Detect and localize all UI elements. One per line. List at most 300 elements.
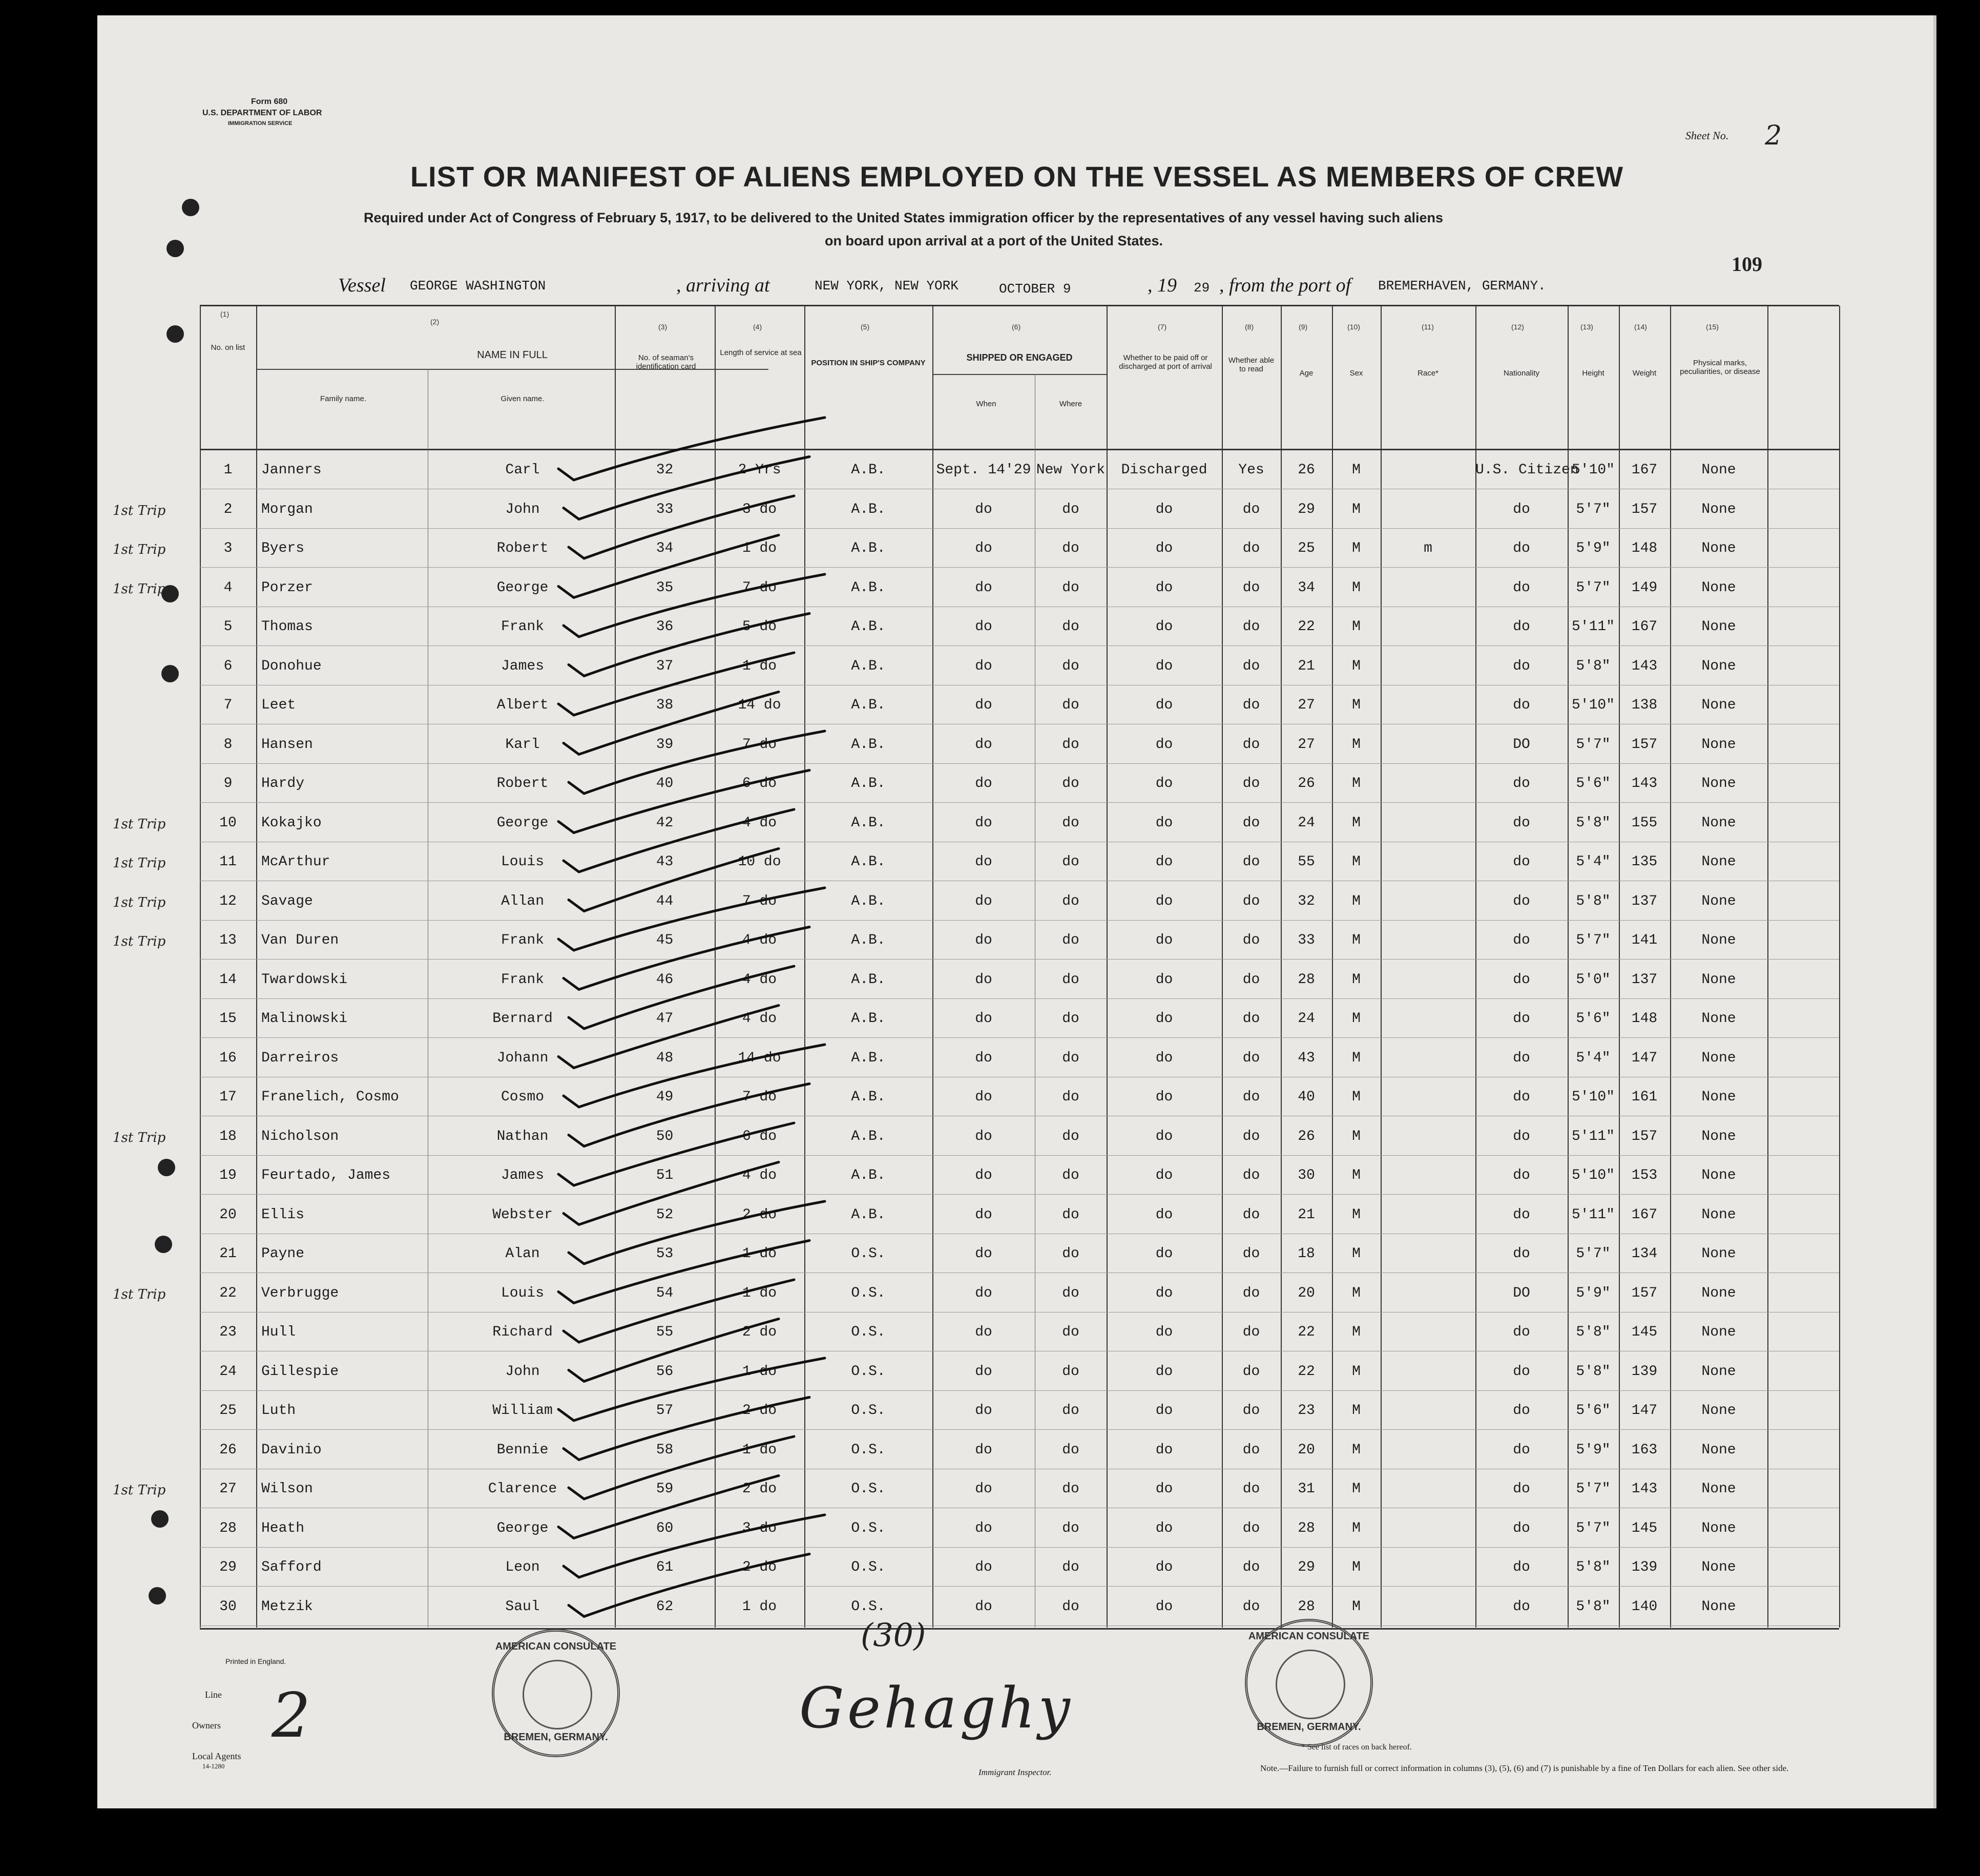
header-name: NAME IN FULL: [477, 349, 548, 361]
shipped-when: do: [975, 579, 992, 596]
physical-marks: None: [1701, 1011, 1736, 1027]
check-mark: [569, 1201, 825, 1264]
height: 5'8": [1576, 1559, 1611, 1575]
id-card-number: 60: [656, 1520, 674, 1536]
given-name: Louis: [501, 854, 544, 870]
shipped-where: do: [1062, 1089, 1079, 1105]
check-mark: [564, 1280, 794, 1342]
age: 26: [1298, 1128, 1315, 1144]
page-title: LIST OR MANIFEST OF ALIENS EMPLOYED ON THE VESSEL AS MEMBERS OF CREW: [410, 160, 1624, 193]
family-name: Morgan: [261, 501, 313, 517]
weight: 145: [1631, 1520, 1658, 1536]
list-number: 17: [219, 1089, 237, 1105]
race-footnote: * See list of races on back hereof.: [1301, 1743, 1412, 1752]
length-of-service: 2 do: [742, 1206, 777, 1223]
col-number: (2): [430, 318, 440, 326]
position: A.B.: [851, 815, 886, 831]
height: 5'8": [1576, 1324, 1611, 1340]
check-mark: [564, 1398, 809, 1460]
id-card-number: 48: [656, 1050, 674, 1066]
paid-off: do: [1155, 1442, 1173, 1458]
weight: 135: [1631, 854, 1658, 870]
height: 5'8": [1576, 1363, 1611, 1380]
check-mark: [569, 614, 809, 676]
family-name: Gillespie: [261, 1363, 339, 1380]
length-of-service: 2 Yrs: [738, 462, 781, 478]
height: 5'6": [1576, 1011, 1611, 1027]
able-to-read: do: [1242, 1168, 1260, 1183]
shipped-when: do: [975, 1206, 992, 1223]
given-name: Johann: [496, 1050, 549, 1066]
check-mark: [564, 1045, 825, 1107]
nationality: do: [1513, 776, 1530, 791]
position: A.B.: [851, 697, 886, 713]
position: A.B.: [851, 1168, 886, 1183]
given-name: George: [496, 579, 549, 596]
shipped-when: do: [975, 854, 992, 870]
id-card-number: 33: [656, 501, 674, 517]
physical-marks: None: [1701, 1598, 1736, 1615]
nationality: do: [1513, 540, 1530, 556]
weight: 147: [1631, 1050, 1658, 1066]
form-number: Form 680: [251, 97, 288, 106]
sex: M: [1352, 619, 1361, 635]
height: 5'9": [1576, 1285, 1611, 1301]
shipped-when: do: [975, 501, 992, 517]
shipped-where: do: [1062, 893, 1079, 909]
height: 5'9": [1576, 1442, 1611, 1458]
check-mark: [569, 1319, 779, 1382]
list-number: 10: [219, 815, 237, 831]
paid-off: Discharged: [1121, 462, 1207, 478]
family-name: Janners: [261, 462, 322, 478]
given-name: Frank: [501, 971, 544, 988]
family-name: Leet: [261, 697, 296, 713]
col-number: (1): [220, 310, 230, 318]
trip-note: 1st Trip: [113, 934, 166, 949]
sex: M: [1352, 854, 1361, 870]
height: 5'7": [1576, 501, 1611, 517]
weight: 145: [1631, 1324, 1658, 1340]
check-mark: [569, 1436, 794, 1499]
header-when: When: [976, 400, 996, 408]
id-card-number: 61: [656, 1559, 674, 1575]
list-number: 11: [219, 854, 237, 870]
physical-marks: None: [1701, 1206, 1736, 1223]
eagle-seal-icon: [523, 1660, 592, 1729]
check-mark: [564, 1162, 779, 1225]
sex: M: [1352, 971, 1361, 988]
id-card-number: 62: [656, 1598, 674, 1615]
trip-note: 1st Trip: [113, 856, 166, 871]
shipped-when: do: [975, 619, 992, 635]
age: 21: [1298, 1206, 1315, 1223]
length-of-service: 7 do: [742, 1089, 777, 1105]
shipped-when: do: [975, 1403, 992, 1419]
family-name: Malinowski: [261, 1011, 348, 1027]
header-height: Height: [1582, 369, 1604, 378]
family-name: Hull: [261, 1324, 296, 1340]
check-mark: [564, 1515, 825, 1577]
shipped-where: do: [1062, 1520, 1079, 1536]
physical-marks: None: [1701, 658, 1736, 674]
given-name: Frank: [501, 619, 544, 635]
physical-marks: None: [1701, 1442, 1736, 1458]
given-name: Karl: [505, 736, 540, 753]
id-card-number: 44: [656, 893, 674, 909]
id-card-number: 43: [656, 854, 674, 870]
col-number: (5): [861, 323, 870, 331]
weight: 141: [1631, 932, 1658, 948]
height: 5'10": [1571, 462, 1615, 478]
family-name: Feurtado, James: [261, 1168, 391, 1183]
shipped-when: do: [975, 815, 992, 831]
physical-marks: None: [1701, 815, 1736, 831]
length-of-service: 14 do: [738, 697, 781, 713]
check-mark: [569, 1084, 809, 1147]
shipped-when: do: [975, 1128, 992, 1144]
family-name: Kokajko: [261, 815, 322, 831]
shipped-when: do: [975, 1324, 992, 1340]
position: A.B.: [851, 1128, 886, 1144]
check-mark: [569, 849, 779, 911]
nationality: do: [1513, 658, 1530, 674]
list-number: 21: [219, 1246, 237, 1262]
id-card-number: 42: [656, 815, 674, 831]
given-name: Louis: [501, 1285, 544, 1301]
paid-off: do: [1155, 1128, 1173, 1144]
age: 30: [1298, 1168, 1315, 1183]
col-number: (7): [1158, 323, 1167, 331]
total-count: (30): [861, 1616, 926, 1654]
list-number: 25: [219, 1403, 237, 1419]
physical-marks: None: [1701, 1481, 1736, 1497]
sex: M: [1352, 1559, 1361, 1575]
able-to-read: do: [1242, 1206, 1260, 1223]
height: 5'7": [1576, 1481, 1611, 1497]
able-to-read: do: [1242, 1520, 1260, 1536]
shipped-when: do: [975, 1363, 992, 1380]
eagle-seal-icon: [1276, 1650, 1345, 1719]
given-name: Bernard: [492, 1011, 553, 1027]
id-card-number: 47: [656, 1011, 674, 1027]
given-name: Webster: [492, 1206, 553, 1223]
family-name: Nicholson: [261, 1128, 339, 1144]
given-name: Frank: [501, 932, 544, 948]
paid-off: do: [1155, 1168, 1173, 1183]
given-name: William: [492, 1403, 553, 1419]
nationality: do: [1513, 619, 1530, 635]
able-to-read: do: [1242, 815, 1260, 831]
check-mark: [564, 692, 779, 755]
weight: 138: [1631, 697, 1658, 713]
check-marks-overlay: [97, 15, 1936, 1808]
shipped-where: do: [1062, 540, 1079, 556]
shipped-when: do: [975, 1089, 992, 1105]
header-id-card: No. of seaman's identification card: [636, 353, 696, 371]
given-name: Bennie: [496, 1442, 549, 1458]
col-number: (11): [1422, 323, 1434, 331]
length-of-service: 4 do: [742, 971, 777, 988]
header-where: Where: [1059, 400, 1082, 408]
arrival-date: OCTOBER 9: [999, 281, 1071, 297]
weight: 157: [1631, 736, 1658, 753]
nationality: do: [1513, 854, 1530, 870]
shipped-when: do: [975, 1442, 992, 1458]
paid-off: do: [1155, 1324, 1173, 1340]
position: O.S.: [851, 1324, 886, 1340]
list-number: 12: [219, 893, 237, 909]
height: 5'10": [1571, 1168, 1615, 1183]
age: 32: [1298, 893, 1315, 909]
given-name: Robert: [496, 540, 549, 556]
col-number: (3): [658, 323, 668, 331]
list-number: 26: [219, 1442, 237, 1458]
check-mark: [569, 1554, 809, 1617]
height: 5'9": [1576, 540, 1611, 556]
given-name: George: [496, 1520, 549, 1536]
weight: 153: [1631, 1168, 1658, 1183]
nationality: do: [1513, 1011, 1530, 1027]
shipped-where: do: [1062, 1559, 1079, 1575]
age: 25: [1298, 540, 1315, 556]
able-to-read: do: [1242, 579, 1260, 596]
able-to-read: do: [1242, 1324, 1260, 1340]
check-mark: [558, 770, 809, 833]
weight: 163: [1631, 1442, 1658, 1458]
check-mark: [564, 809, 794, 872]
position: A.B.: [851, 1011, 886, 1027]
physical-marks: None: [1701, 736, 1736, 753]
stamp-text: AMERICAN CONSULATE: [1248, 1631, 1370, 1642]
header-read: Whether able to read: [1228, 356, 1275, 373]
height: 5'7": [1576, 579, 1611, 596]
family-name: Hardy: [261, 776, 305, 791]
trip-note: 1st Trip: [113, 816, 166, 832]
position: A.B.: [851, 776, 886, 791]
id-card-number: 35: [656, 579, 674, 596]
height: 5'6": [1576, 776, 1611, 791]
id-card-number: 54: [656, 1285, 674, 1301]
age: 27: [1298, 697, 1315, 713]
given-name: Nathan: [496, 1128, 549, 1144]
able-to-read: do: [1242, 776, 1260, 791]
manifest-sheet: [97, 15, 1936, 1808]
length-of-service: 4 do: [742, 1011, 777, 1027]
list-number: 13: [219, 932, 237, 948]
position: A.B.: [851, 854, 886, 870]
able-to-read: do: [1242, 1442, 1260, 1458]
col-number: (8): [1245, 323, 1254, 331]
paid-off: do: [1155, 1520, 1173, 1536]
sex: M: [1352, 815, 1361, 831]
given-name: James: [501, 658, 544, 674]
shipped-when: do: [975, 736, 992, 753]
header-weight: Weight: [1632, 369, 1657, 378]
check-mark: [558, 888, 825, 950]
age: 29: [1298, 501, 1315, 517]
header-given-name: Given name.: [501, 394, 545, 403]
physical-marks: None: [1701, 1050, 1736, 1066]
stamp-city: BREMEN, GERMANY.: [1257, 1721, 1361, 1733]
paid-off: do: [1155, 1246, 1173, 1262]
given-name: Saul: [505, 1598, 540, 1615]
age: 23: [1298, 1403, 1315, 1419]
departure-port: BREMERHAVEN, GERMANY.: [1378, 278, 1546, 294]
check-mark: [558, 1006, 779, 1068]
shipped-where: do: [1062, 932, 1079, 948]
list-number: 1: [223, 462, 233, 478]
weight: 148: [1631, 540, 1658, 556]
length-of-service: 2 do: [742, 1403, 777, 1419]
check-mark: [564, 927, 809, 990]
physical-marks: None: [1701, 1089, 1736, 1105]
family-name: Wilson: [261, 1481, 313, 1497]
able-to-read: do: [1242, 932, 1260, 948]
age: 31: [1298, 1481, 1315, 1497]
paid-off: do: [1155, 854, 1173, 870]
col-number: (10): [1347, 323, 1360, 331]
vessel-name: GEORGE WASHINGTON: [410, 278, 546, 294]
family-name: Luth: [261, 1403, 296, 1419]
family-name: Franelich, Cosmo: [261, 1089, 399, 1105]
header-sex: Sex: [1349, 369, 1363, 378]
nationality: do: [1513, 1050, 1530, 1066]
nationality: do: [1513, 1128, 1530, 1144]
nationality: do: [1513, 1520, 1530, 1536]
shipped-where: do: [1062, 1168, 1079, 1183]
shipped-where: do: [1062, 1363, 1079, 1380]
id-card-number: 58: [656, 1442, 674, 1458]
family-name: Twardowski: [261, 971, 348, 988]
length-of-service: 6 do: [742, 1128, 777, 1144]
agents-label: Local Agents: [192, 1751, 241, 1761]
position: A.B.: [851, 893, 886, 909]
weight: 167: [1631, 619, 1658, 635]
length-of-service: 14 do: [738, 1050, 781, 1066]
shipped-where: do: [1062, 815, 1079, 831]
able-to-read: do: [1242, 1559, 1260, 1575]
age: 22: [1298, 1363, 1315, 1380]
physical-marks: None: [1701, 971, 1736, 988]
height: 5'4": [1576, 854, 1611, 870]
shipped-where: do: [1062, 1246, 1079, 1262]
able-to-read: do: [1242, 1128, 1260, 1144]
age: 29: [1298, 1559, 1315, 1575]
trip-note: 1st Trip: [113, 894, 166, 910]
given-name: Robert: [496, 776, 549, 791]
paid-off: do: [1155, 776, 1173, 791]
paid-off: do: [1155, 736, 1173, 753]
paid-off: do: [1155, 619, 1173, 635]
shipped-when: do: [975, 540, 992, 556]
height: 5'8": [1576, 893, 1611, 909]
position: A.B.: [851, 971, 886, 988]
nationality: do: [1513, 971, 1530, 988]
shipped-when: do: [975, 1050, 992, 1066]
paid-off: do: [1155, 893, 1173, 909]
col-number: (15): [1706, 323, 1719, 331]
trip-note: 1st Trip: [113, 1286, 166, 1302]
length-of-service: 4 do: [742, 1168, 777, 1183]
length-of-service: 1 do: [742, 1246, 777, 1262]
weight: 137: [1631, 893, 1658, 909]
id-card-number: 55: [656, 1324, 674, 1340]
header-family-name: Family name.: [320, 394, 367, 403]
age: 43: [1298, 1050, 1315, 1066]
shipped-where: do: [1062, 1206, 1079, 1223]
weight: 149: [1631, 579, 1658, 596]
sex: M: [1352, 1403, 1361, 1419]
length-of-service: 3 do: [742, 501, 777, 517]
id-card-number: 37: [656, 658, 674, 674]
able-to-read: do: [1242, 619, 1260, 635]
physical-marks: None: [1701, 579, 1736, 596]
given-name: Clarence: [488, 1481, 557, 1497]
sex: M: [1352, 1128, 1361, 1144]
owners-label: Owners: [192, 1720, 221, 1731]
position: A.B.: [851, 658, 886, 674]
id-card-number: 49: [656, 1089, 674, 1105]
sex: M: [1352, 540, 1361, 556]
position: O.S.: [851, 1246, 886, 1262]
sex: M: [1352, 462, 1361, 478]
physical-marks: None: [1701, 697, 1736, 713]
weight: 157: [1631, 501, 1658, 517]
list-number: 7: [223, 697, 233, 713]
age: 20: [1298, 1285, 1315, 1301]
list-number: 14: [219, 971, 237, 988]
weight: 167: [1631, 1206, 1658, 1223]
sex: M: [1352, 501, 1361, 517]
age: 28: [1298, 1598, 1315, 1615]
nationality: do: [1513, 1481, 1530, 1497]
position: O.S.: [851, 1363, 886, 1380]
weight: 157: [1631, 1285, 1658, 1301]
list-number: 18: [219, 1128, 237, 1144]
nationality: DO: [1513, 736, 1530, 753]
inspector-signature: Gehaghy: [799, 1675, 1073, 1741]
paid-off: do: [1155, 932, 1173, 948]
length-of-service: 1 do: [742, 1363, 777, 1380]
list-number: 20: [219, 1206, 237, 1223]
weight: 147: [1631, 1403, 1658, 1419]
nationality: do: [1513, 932, 1530, 948]
shipped-where: do: [1062, 1403, 1079, 1419]
id-card-number: 57: [656, 1403, 674, 1419]
able-to-read: do: [1242, 971, 1260, 988]
paid-off: do: [1155, 1285, 1173, 1301]
header-marks: Physical marks, peculiarities, or disease: [1680, 359, 1760, 376]
height: 5'4": [1576, 1050, 1611, 1066]
sheet-number: 2: [1765, 120, 1782, 151]
length-of-service: 1 do: [742, 540, 777, 556]
sex: M: [1352, 579, 1361, 596]
sex: M: [1352, 1598, 1361, 1615]
age: 21: [1298, 658, 1315, 674]
physical-marks: None: [1701, 776, 1736, 791]
family-name: Metzik: [261, 1598, 313, 1615]
position: A.B.: [851, 540, 886, 556]
check-mark: [558, 535, 779, 598]
physical-marks: None: [1701, 1285, 1736, 1301]
shipped-when: do: [975, 971, 992, 988]
given-name: George: [496, 815, 549, 831]
length-of-service: 5 do: [742, 619, 777, 635]
nationality: do: [1513, 1403, 1530, 1419]
able-to-read: do: [1242, 854, 1260, 870]
age: 26: [1298, 776, 1315, 791]
